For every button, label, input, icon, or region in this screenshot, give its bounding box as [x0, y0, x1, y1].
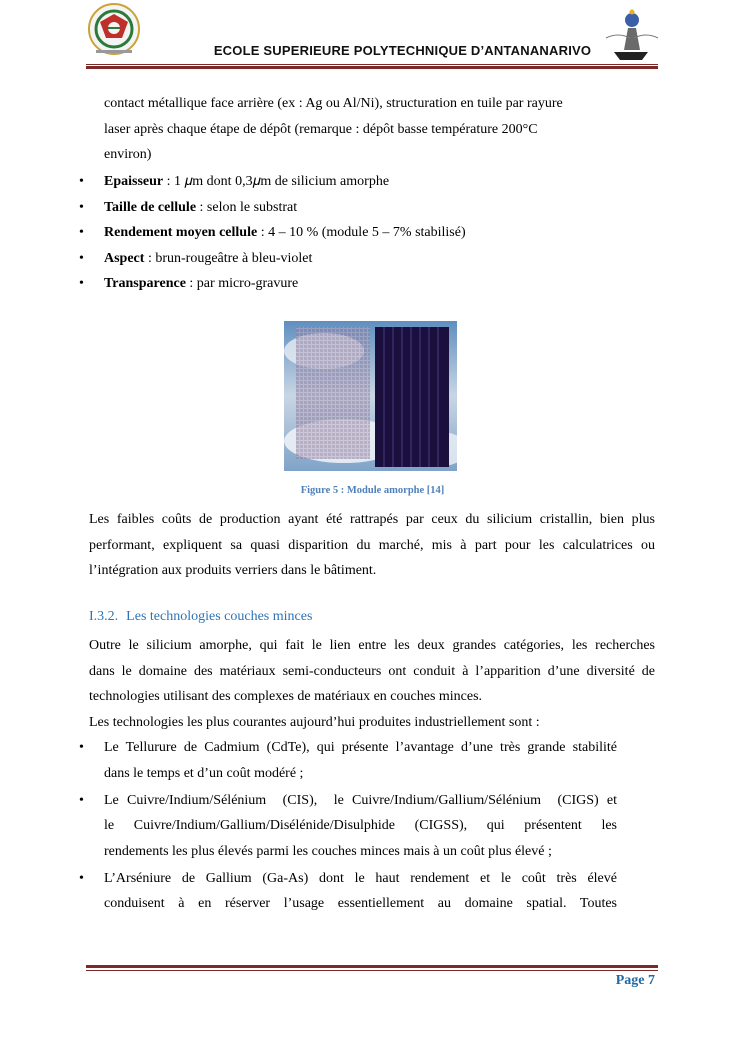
- bullet-icon: •: [79, 740, 84, 755]
- paragraph-line: Outre le silicium amorphe, qui fait le lien entre les deux grandes catégories, les recherches: [89, 638, 655, 653]
- school-title: ECOLE SUPERIEURE POLYTECHNIQUE D’ANTANANARIVO: [213, 43, 592, 58]
- spec-item: [104, 220, 617, 246]
- intro-line: environ): [104, 147, 152, 162]
- spec-label: Transparence: [104, 276, 186, 291]
- tech-item-line: Le Cuivre/Indium/Sélénium (CIS), le Cuivre/Indium/Gallium/Sélénium (CIGS) et: [104, 792, 617, 808]
- bullet-icon: •: [79, 870, 84, 886]
- bullet-icon: •: [79, 199, 84, 215]
- spec-value: : selon le substrat: [196, 199, 298, 215]
- tech-item-line: conduisent à en réserver l’usage essentiellement au domaine spatial. Toutes: [104, 896, 617, 911]
- tech-item-line: L’Arséniure de Gallium (Ga-As) dont le haut rendement et le coût très élevé: [104, 870, 617, 886]
- page-number: Page 7: [615, 973, 655, 988]
- spec-label: Aspect: [104, 250, 145, 266]
- intro-line: laser après chaque étape de dépôt (remarque : dépôt basse température 200°C: [104, 121, 538, 137]
- paragraph-line: performant, expliquent sa quasi disparition du marché, mis à part pour les calculatrices ou: [89, 537, 655, 553]
- paragraph-line: Les technologies les plus courantes aujourd’hui produites industriellement sont :: [89, 714, 540, 730]
- footer-rule-thick: [86, 965, 658, 968]
- spec-value: : 4 – 10 % (module 5 – 7% stabilisé): [257, 225, 466, 240]
- bullet-icon: •: [79, 276, 84, 291]
- section-number: I.3.2.: [89, 609, 119, 624]
- bullet-icon: •: [79, 174, 84, 189]
- tech-item-line: rendements les plus élevés parmi les couches minces mais à un coût plus élevé ;: [104, 843, 552, 859]
- figure-caption: Figure 5 : Module amorphe [14]: [300, 485, 445, 496]
- intro-line: contact métallique face arrière (ex : Ag ou Al/Ni), structuration en tuile par rayure: [104, 96, 563, 111]
- section-heading: [89, 609, 312, 625]
- spec-value: : brun-rougeâtre à bleu-violet: [144, 250, 313, 266]
- header-rule-thick: [86, 66, 658, 69]
- bullet-icon: •: [79, 792, 84, 808]
- bullet-icon: •: [79, 225, 84, 240]
- bullet-icon: •: [79, 250, 84, 266]
- spec-item: [104, 271, 617, 297]
- spec-label: Rendement moyen cellule: [104, 225, 258, 240]
- paragraph-line: Les faibles coûts de production ayant été rattrapés par ceux du silicium cristallin, bien plus: [89, 512, 655, 527]
- tech-item-line: le Cuivre/Indium/Gallium/Disélénide/Disulphide (CIGSS), qui présentent les: [104, 818, 617, 833]
- paragraph-line: technologies utilisant des complexes de matériaux en couches minces.: [89, 689, 483, 704]
- header-rule-thin: [86, 64, 658, 65]
- footer-rule-thin: [86, 970, 658, 971]
- spec-item: [104, 169, 617, 195]
- spec-value: : par micro-gravure: [185, 276, 299, 291]
- tech-item-line: dans le temps et d’un coût modéré ;: [104, 765, 304, 781]
- spec-value: : 1 𝜇m dont 0,3𝜇m de silicium amorphe: [163, 174, 390, 189]
- spec-label: Taille de cellule: [104, 199, 197, 215]
- industrie-engineering-logo: [602, 8, 660, 62]
- spec-label: Epaisseur: [104, 174, 164, 189]
- tech-item-line: Le Tellurure de Cadmium (CdTe), qui présente l’avantage d’une très grande stabilité: [104, 740, 617, 755]
- paragraph-line: l’intégration aux produits verriers dans le bâtiment.: [89, 563, 377, 578]
- spec-item: [104, 195, 617, 221]
- paragraph-line: dans le domaine des matériaux semi-conducteurs ont conduit à l’apparition d’une diversité de: [89, 663, 655, 679]
- amorphous-module-image: [284, 321, 457, 471]
- section-title: Les technologies couches minces: [126, 609, 313, 624]
- spec-item: [104, 246, 617, 272]
